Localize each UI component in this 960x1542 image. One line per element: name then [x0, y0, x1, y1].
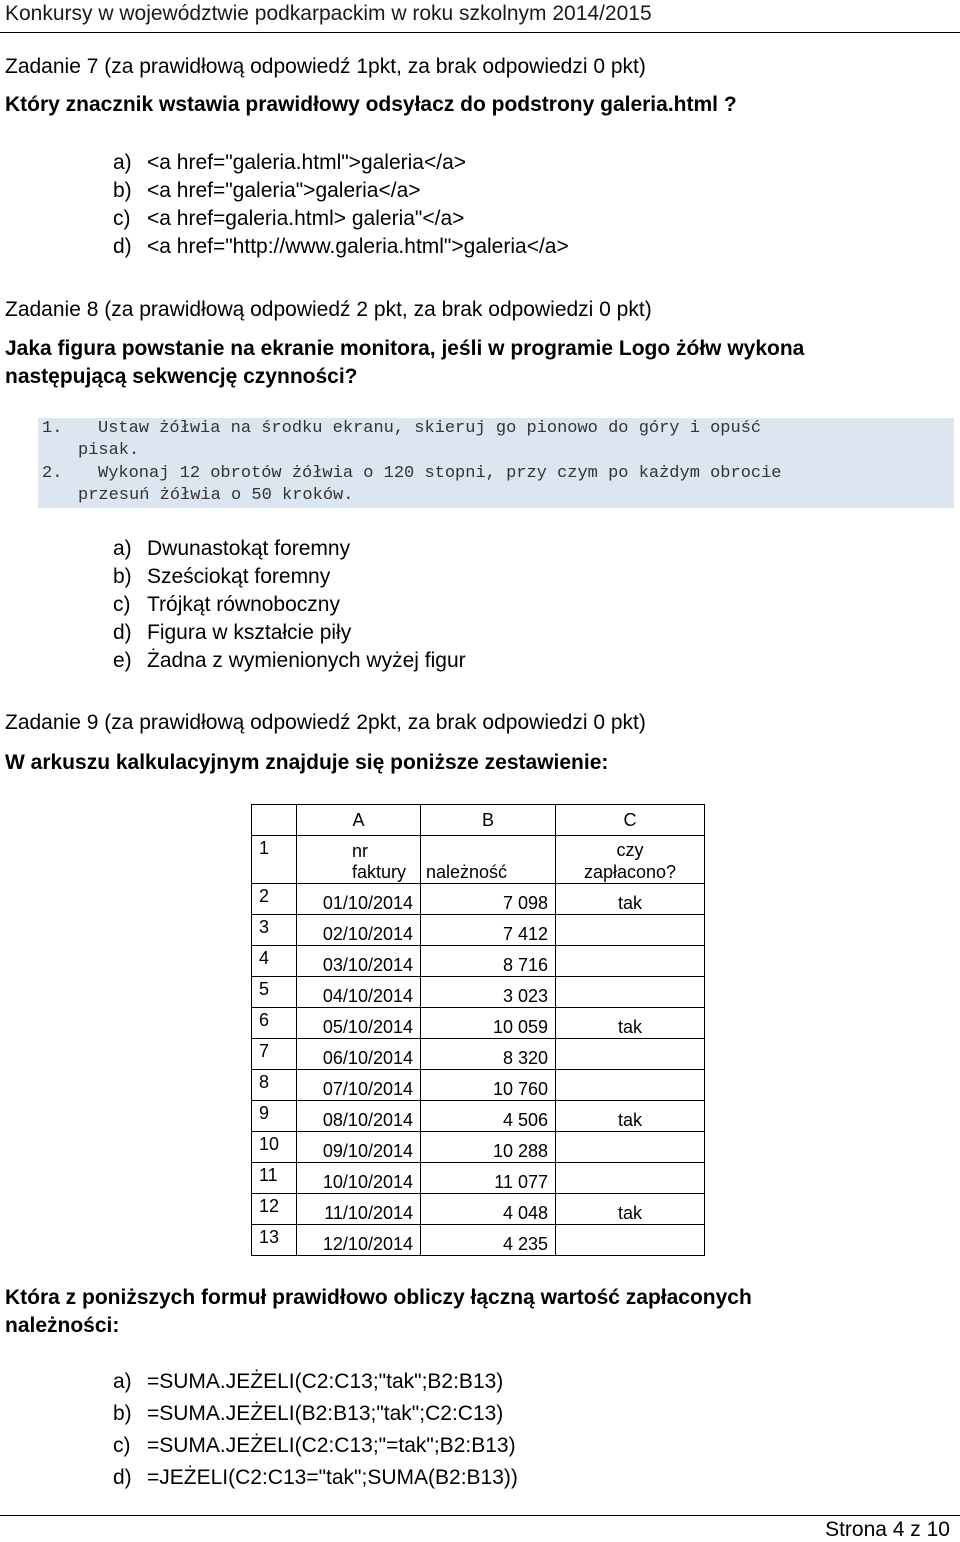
row-number: 8 [259, 1072, 270, 1092]
cell-amount: 8 716 [502, 955, 548, 975]
row-number: 9 [259, 1103, 270, 1123]
option-letter: c) [113, 593, 131, 616]
task7-option-a [113, 150, 466, 175]
table-row [252, 1039, 705, 1070]
spreadsheet-table [251, 804, 705, 1256]
row-number: 11 [259, 1165, 278, 1185]
cell-amount: 7 412 [502, 924, 548, 944]
table-row [252, 1225, 705, 1256]
cell-amount: 4 048 [502, 1203, 548, 1223]
row-number: 10 [259, 1134, 280, 1154]
column-header-row [252, 805, 705, 836]
option-letter: d) [113, 235, 132, 258]
header-divider [0, 32, 960, 33]
footer-divider [0, 1515, 960, 1516]
option-text: <a href="galeria.html">galeria</a> [147, 151, 467, 174]
column-header-b: B [421, 805, 556, 836]
cell-invoice-number: 05/10/2014 [322, 1017, 413, 1037]
task9-title: Zadanie 9 (za prawidłową odpowiedź 2pkt, za brak odpowiedzi 0 pkt) [5, 711, 646, 734]
cell-invoice-number: 01/10/2014 [322, 893, 413, 913]
cell-header-c [556, 839, 704, 883]
table-row [252, 1132, 705, 1163]
table-row [252, 977, 705, 1008]
row-number: 5 [259, 979, 270, 999]
option-text: <a href="http://www.galeria.html">galeria</a> [147, 235, 569, 258]
code-step-text: pisak. [78, 441, 140, 460]
row-number: 6 [259, 1010, 270, 1030]
table-row [252, 946, 705, 977]
option-letter: d) [113, 621, 132, 644]
task7-option-d [113, 234, 569, 259]
option-text: <a href="galeria">galeria</a> [147, 179, 421, 202]
row-number: 1 [259, 838, 270, 858]
task8-option-b [113, 564, 330, 589]
option-text: Żadna z wymienionych wyżej figur [147, 649, 466, 672]
cell-amount: 11 077 [494, 1172, 548, 1192]
cell-amount: 4 235 [502, 1234, 548, 1254]
corner-cell [252, 805, 297, 836]
task8-title: Zadanie 8 (za prawidłową odpowiedź 2 pkt, za brak odpowiedzi 0 pkt) [5, 298, 652, 321]
page-number: Strona 4 z 10 [825, 1518, 950, 1541]
option-letter: c) [113, 207, 131, 230]
cell-paid: tak [617, 1110, 642, 1130]
option-text: <a href=galeria.html> galeria"</a> [147, 207, 465, 230]
option-text: Sześciokąt foremny [147, 565, 331, 588]
cell-invoice-number: 07/10/2014 [322, 1079, 413, 1099]
task7-title: Zadanie 7 (za prawidłową odpowiedź 1pkt, za brak odpowiedzi 0 pkt) [5, 55, 646, 78]
task8-option-a [113, 536, 350, 561]
code-block [38, 418, 954, 508]
option-letter: a) [113, 151, 132, 174]
cell-invoice-number: 02/10/2014 [322, 924, 413, 944]
task7-option-c [113, 206, 464, 231]
table-row [252, 1070, 705, 1101]
table-row [252, 915, 705, 946]
task8-option-d [113, 620, 351, 645]
code-step-text: Wykonaj 12 obrotów żółwia o 120 stopni, przy czym po każdym obrocie [98, 464, 782, 483]
task9-option-b [113, 1401, 503, 1426]
cell-invoice-number: 09/10/2014 [322, 1141, 413, 1161]
table-row [252, 1194, 705, 1225]
code-step-text: przesuń żółwia o 50 kroków. [78, 486, 354, 505]
cell-invoice-number: 11/10/2014 [324, 1203, 413, 1223]
cell-amount: 4 506 [502, 1110, 548, 1130]
option-letter: e) [113, 649, 132, 672]
cell-paid: tak [617, 893, 642, 913]
row-number: 4 [259, 948, 270, 968]
option-text: =SUMA.JEŻELI(C2:C13;"tak";B2:B13) [147, 1370, 504, 1393]
code-step-number: 2. [42, 464, 63, 483]
option-letter: b) [113, 179, 132, 202]
row-number: 2 [259, 886, 270, 906]
column-header-c: C [556, 805, 705, 836]
option-letter: d) [113, 1466, 132, 1489]
task8-option-c [113, 592, 340, 617]
table-row [252, 1163, 705, 1194]
task9-option-c [113, 1433, 516, 1458]
cell-amount: 7 098 [502, 893, 548, 913]
code-step-text: Ustaw żółwia na środku ekranu, skieruj go pionowo do góry i opuść [98, 419, 762, 438]
cell-header-a: nr faktury [352, 841, 407, 882]
task8-question-line2: następującą sekwencję czynności? [5, 365, 358, 388]
cell-header-b: należność [426, 862, 508, 882]
row-number: 7 [259, 1041, 270, 1061]
cell-header-c-line1: czy [616, 840, 644, 860]
task9-question-line1: Która z poniższych formuł prawidłowo obliczy łączną wartość zapłaconych [5, 1286, 752, 1309]
cell-header-c-line2: zapłacono? [583, 862, 677, 882]
option-letter: a) [113, 537, 132, 560]
option-text: =JEŻELI(C2:C13="tak";SUMA(B2:B13)) [147, 1466, 518, 1489]
option-text: Dwunastokąt foremny [147, 537, 351, 560]
table-row [252, 1101, 705, 1132]
cell-amount: 8 320 [502, 1048, 548, 1068]
cell-paid: tak [617, 1017, 642, 1037]
table-row [252, 836, 705, 884]
cell-invoice-number: 06/10/2014 [322, 1048, 413, 1068]
cell-amount: 10 059 [492, 1017, 548, 1037]
option-text: =SUMA.JEŻELI(C2:C13;"=tak";B2:B13) [147, 1434, 516, 1457]
cell-amount: 10 760 [492, 1079, 548, 1099]
cell-invoice-number: 10/10/2014 [322, 1172, 413, 1192]
cell-invoice-number: 08/10/2014 [322, 1110, 413, 1130]
cell-amount: 3 023 [502, 986, 548, 1006]
task9-intro: W arkuszu kalkulacyjnym znajduje się poniższe zestawienie: [5, 751, 609, 774]
cell-amount: 10 288 [492, 1141, 548, 1161]
option-letter: a) [113, 1370, 132, 1393]
option-text: =SUMA.JEŻELI(B2:B13;"tak";C2:C13) [147, 1402, 504, 1425]
task9-option-d [113, 1465, 518, 1490]
cell-invoice-number: 12/10/2014 [322, 1234, 413, 1254]
task9-question-line2: należności: [5, 1314, 120, 1337]
task8-option-e [113, 648, 466, 673]
option-letter: b) [113, 1402, 132, 1425]
row-number: 12 [259, 1196, 280, 1216]
table-row [252, 1008, 705, 1039]
option-text: Trójkąt równoboczny [147, 593, 340, 616]
cell-paid: tak [617, 1203, 642, 1223]
code-step-number: 1. [42, 419, 63, 438]
column-header-a: A [297, 805, 421, 836]
page-header: Konkursy w województwie podkarpackim w roku szkolnym 2014/2015 [5, 2, 652, 25]
cell-invoice-number: 03/10/2014 [322, 955, 413, 975]
row-number: 3 [259, 917, 270, 937]
row-number: 13 [259, 1227, 280, 1247]
task7-option-b [113, 178, 421, 203]
table-row [252, 884, 705, 915]
option-text: Figura w kształcie piły [147, 621, 352, 644]
task8-question-line1: Jaka figura powstanie na ekranie monitora, jeśli w programie Logo żółw wykona [5, 337, 805, 360]
option-letter: c) [113, 1434, 131, 1457]
option-letter: b) [113, 565, 132, 588]
task9-option-a [113, 1369, 503, 1394]
task7-question: Który znacznik wstawia prawidłowy odsyłacz do podstrony galeria.html ? [5, 93, 737, 116]
cell-invoice-number: 04/10/2014 [322, 986, 413, 1006]
